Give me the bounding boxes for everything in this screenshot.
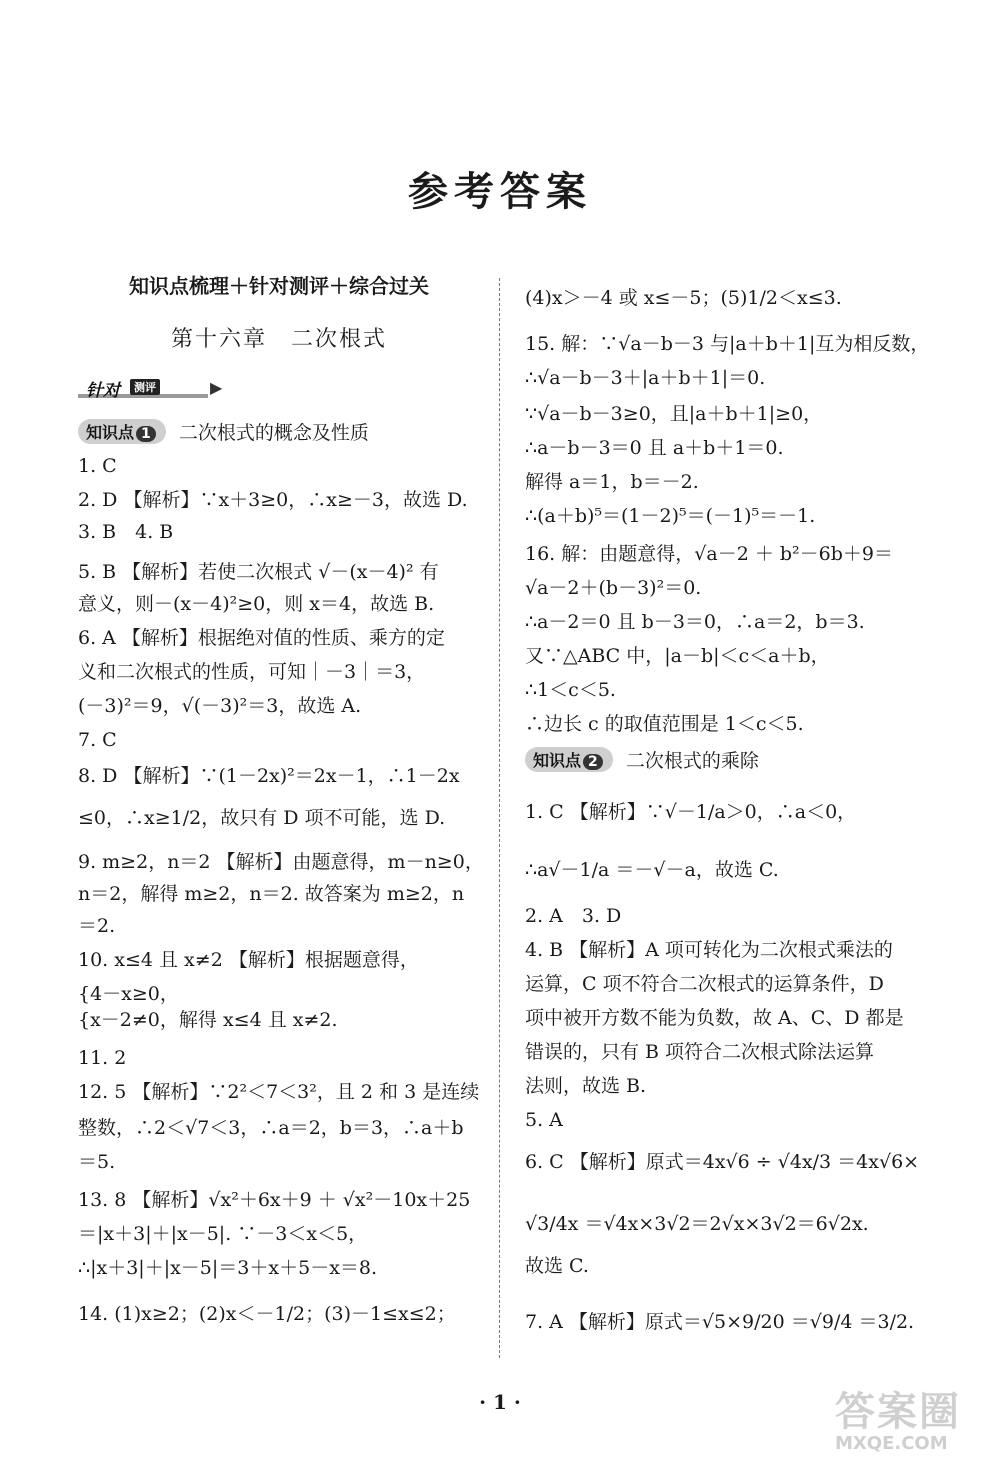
answer-line: ∴a√－1/a ＝－√－a，故选 C. bbox=[525, 859, 779, 881]
answer-line: n＝2，解得 m≥2，n＝2. 故答案为 m≥2，n bbox=[78, 883, 465, 905]
answer-line: 整数，∴2＜√7＜3，∴a＝2，b＝3，∴a＋b bbox=[78, 1117, 464, 1139]
answer-line: 4. B 【解析】A 项可转化为二次根式乘法的 bbox=[525, 939, 893, 961]
answer-line: 解得 a＝1，b＝－2. bbox=[525, 471, 699, 493]
answer-line: ＝5. bbox=[78, 1151, 116, 1173]
chapter-title: 第十六章 二次根式 bbox=[170, 327, 387, 352]
knowledge-point-2 bbox=[525, 746, 759, 774]
answer-line: 8. D 【解析】∵(1－2x)²＝2x－1，∴1－2x bbox=[78, 765, 460, 787]
answer-line: ＝2. bbox=[78, 915, 116, 937]
answer-line: ∴边长 c 的取值范围是 1＜c＜5. bbox=[525, 713, 804, 735]
answer-line: √3/4x ＝√4x×3√2＝2√x×3√2＝6√2x. bbox=[525, 1213, 869, 1235]
answer-line: 故选 C. bbox=[525, 1255, 589, 1277]
banner-sub-label: 测评 bbox=[130, 379, 160, 395]
answer-line: 14. (1)x≥2；(2)x＜－1/2；(3)－1≤x≤2； bbox=[78, 1303, 456, 1325]
knowledge-point-title: 二次根式的概念及性质 bbox=[178, 422, 369, 444]
answer-line: 10. x≤4 且 x≠2 【解析】根据题意得， bbox=[78, 949, 419, 971]
play-arrow-icon: ▶ bbox=[210, 378, 223, 397]
banner-label: 针对 bbox=[86, 381, 120, 401]
answer-line: ∵√a－b－3≥0，且|a＋b＋1|≥0， bbox=[525, 403, 823, 425]
answer-line: 13. 8 【解析】√x²＋6x＋9 ＋ √x²－10x＋25 bbox=[78, 1189, 471, 1211]
answer-line: 6. A 【解析】根据绝对值的性质、乘方的定 bbox=[78, 627, 445, 649]
answer-line: 项中被开方数不能为负数，故 A、C、D 都是 bbox=[525, 1007, 904, 1029]
answer-line: 义和二次根式的性质，可知｜－3｜＝3， bbox=[78, 661, 426, 683]
answer-line: 12. 5 【解析】∵2²＜7＜3²，且 2 和 3 是连续 bbox=[78, 1081, 480, 1103]
answer-line: (－3)²＝9，√(－3)²＝3，故选 A. bbox=[78, 695, 362, 717]
answer-line: {x－2≠0，解得 x≤4 且 x≠2. bbox=[78, 1009, 338, 1031]
answer-line: {4－x≥0， bbox=[78, 983, 179, 1005]
answer-line: ∴1＜c＜5. bbox=[525, 679, 616, 701]
answer-line: 又∵△ABC 中，|a－b|＜c＜a＋b， bbox=[525, 645, 830, 667]
answer-line: 运算，C 项不符合二次根式的运算条件，D bbox=[525, 973, 884, 995]
answer-line: 7. C bbox=[78, 729, 117, 751]
answer-line: ∴√a－b－3＋|a＋b＋1|＝0. bbox=[525, 367, 766, 389]
answer-line: 5. B 【解析】若使二次根式 √－(x－4)² 有 bbox=[78, 561, 439, 583]
page-title: 参考答案 bbox=[408, 169, 592, 215]
answer-line: 11. 2 bbox=[78, 1047, 127, 1069]
knowledge-point-title: 二次根式的乘除 bbox=[625, 750, 759, 772]
page-number: · 1 · bbox=[479, 1390, 521, 1414]
answer-line: ∴(a＋b)⁵＝(1－2)⁵＝(－1)⁵＝－1. bbox=[525, 505, 816, 527]
answer-line: 16. 解：由题意得，√a－2 ＋ b²－6b＋9＝ bbox=[525, 543, 893, 565]
answer-line: 3. B 4. B bbox=[78, 521, 174, 543]
watermark-url: MXQE.COM bbox=[835, 1433, 948, 1454]
targeted-test-banner bbox=[78, 374, 228, 400]
answer-line: (4)x＞－4 或 x≤－5；(5)1/2＜x≤3. bbox=[525, 287, 842, 309]
answer-line: √a－2＋(b－3)²＝0. bbox=[525, 577, 702, 599]
answer-line: ＝|x＋3|＋|x－5|. ∵－3＜x＜5， bbox=[78, 1223, 368, 1245]
answer-line: 错误的，只有 B 项符合二次根式除法运算 bbox=[525, 1041, 875, 1063]
answer-line: ∴|x＋3|＋|x－5|＝3＋x＋5－x＝8. bbox=[78, 1257, 378, 1279]
answer-line: 1. C 【解析】∵√－1/a＞0，∴a＜0， bbox=[525, 801, 857, 823]
answer-line: 意义，则－(x－4)²≥0，则 x＝4，故选 B. bbox=[78, 593, 435, 615]
answer-line: 9. m≥2，n＝2 【解析】由题意得，m－n≥0， bbox=[78, 851, 484, 873]
answer-line: ∴a－2＝0 且 b－3＝0，∴a＝2，b＝3. bbox=[525, 611, 865, 633]
answer-line: 2. A 3. D bbox=[525, 905, 622, 927]
watermark-text: 答案圈 bbox=[835, 1389, 961, 1435]
knowledge-point-badge: 知识点 1 bbox=[78, 419, 166, 444]
answer-line: 7. A 【解析】原式＝√5×9/20 ＝√9/4 ＝3/2. bbox=[525, 1311, 915, 1333]
answer-line: 1. C bbox=[78, 455, 117, 477]
knowledge-point-1 bbox=[78, 418, 369, 446]
watermark-logo bbox=[835, 1380, 985, 1460]
answer-line: 法则，故选 B. bbox=[525, 1075, 647, 1097]
section-heading: 知识点梳理＋针对测评＋综合过关 bbox=[129, 274, 429, 298]
answer-line: ∴a－b－3＝0 且 a＋b＋1＝0. bbox=[525, 437, 784, 459]
answer-line: 5. A bbox=[525, 1109, 563, 1131]
answer-line: 6. C 【解析】原式＝4x√6 ÷ √4x/3 ＝4x√6× bbox=[525, 1151, 920, 1173]
answer-line: 15. 解：∵√a－b－3 与|a＋b＋1|互为相反数， bbox=[525, 333, 930, 355]
answer-line: ≤0，∴x≥1/2，故只有 D 项不可能，选 D. bbox=[78, 807, 446, 829]
column-divider bbox=[499, 278, 500, 1358]
answer-line: 2. D 【解析】∵x＋3≥0，∴x≥－3，故选 D. bbox=[78, 489, 468, 511]
knowledge-point-badge: 知识点 2 bbox=[525, 747, 613, 772]
